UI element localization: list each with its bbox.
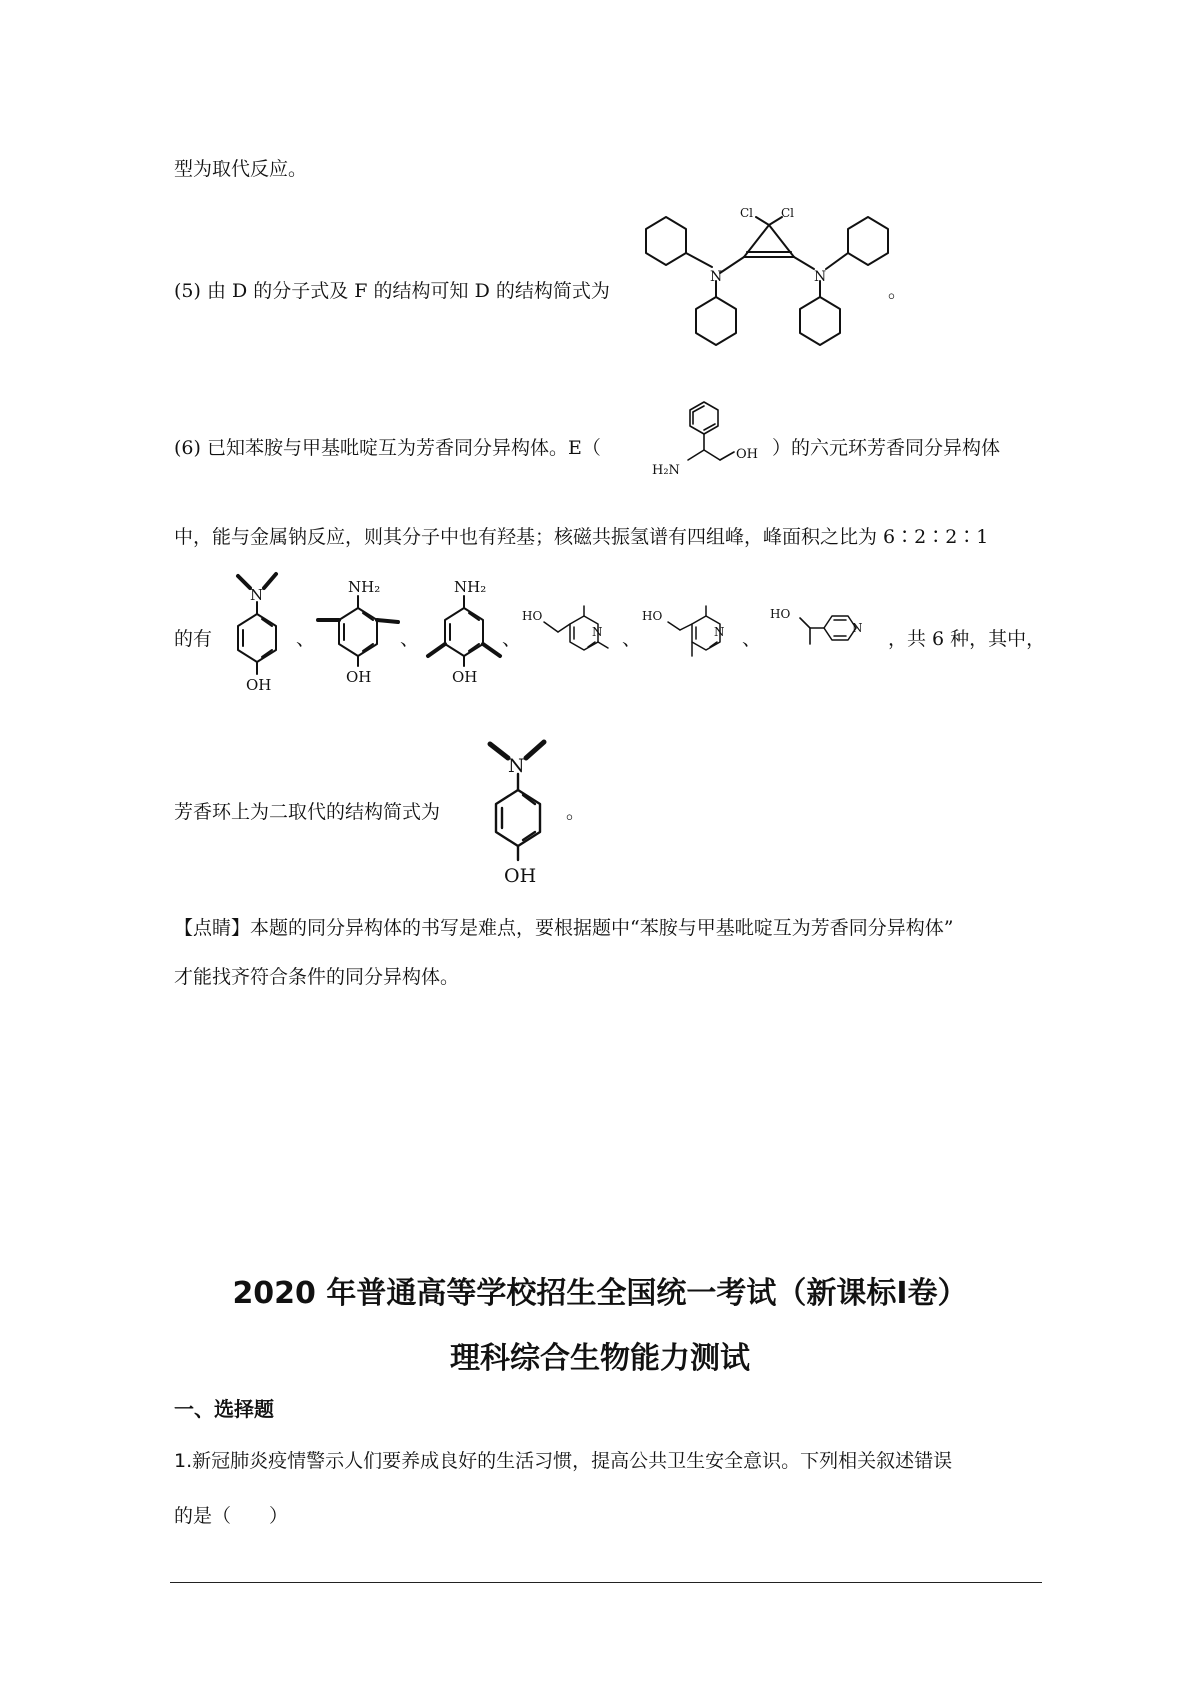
reaction-type-text: 型为取代反应。 <box>174 158 308 180</box>
cyclohexane-ring <box>646 217 686 265</box>
cyclohexane-ring <box>800 297 840 345</box>
compound-d-structure <box>640 205 890 365</box>
footer-divider <box>170 1582 1042 1583</box>
condition-text: 中，能与金属钠反应，则其分子中也有羟基；核磁共振氢谱有四组峰，峰面积之比为 6∶2∶2∶1 <box>174 526 989 548</box>
separator <box>400 627 419 651</box>
separator <box>622 627 641 651</box>
question-1-line-1 <box>174 1449 952 1473</box>
separator-comma: 、 <box>296 628 316 650</box>
hydroxyl-label: HO <box>642 609 663 623</box>
separator-comma: 、 <box>400 628 420 650</box>
hydroxyl-label: OH <box>736 447 758 462</box>
isomer-6-structure <box>770 604 876 664</box>
text-line-8-cont <box>888 627 1045 651</box>
text-line-11 <box>174 965 459 989</box>
nitrogen-label: N <box>714 625 725 639</box>
text-line-9 <box>174 800 440 824</box>
hydroxyl-label: HO <box>522 609 543 623</box>
cyclohexane-ring <box>696 297 736 345</box>
text-line-9-end <box>566 800 585 824</box>
period: 。 <box>566 801 586 823</box>
nitrogen-label: N <box>508 755 525 777</box>
disubstituted-isomer-structure <box>482 736 562 892</box>
isomers-intro: 的有 <box>174 628 213 650</box>
separator <box>502 627 521 651</box>
isomer-5-structure <box>642 602 742 678</box>
nitrogen-label: N <box>710 269 723 285</box>
isomer-count-text: ，共 6 种，其中， <box>888 628 1046 650</box>
chlorine-label: Cl <box>740 206 754 220</box>
amino-label: H₂N <box>652 463 680 478</box>
nitrogen-label: N <box>852 621 863 635</box>
text-line-6-cont <box>772 436 1000 460</box>
hydroxyl-label: OH <box>346 668 372 686</box>
cyclohexane-ring <box>848 217 888 265</box>
separator <box>742 627 761 651</box>
amino-label: NH₂ <box>348 578 381 596</box>
note-text-cont: 才能找齐符合条件的同分异构体。 <box>174 966 460 988</box>
hydroxyl-label: OH <box>246 676 272 694</box>
compound-e-structure <box>648 400 768 496</box>
text-line-10 <box>174 916 953 940</box>
separator-comma: 、 <box>742 628 762 650</box>
exam-subtitle: 理科综合生物能力测试 <box>450 1341 750 1376</box>
hydroxyl-label: OH <box>504 865 537 887</box>
note-text: 【点睛】本题的同分异构体的书写是难点，要根据题中“苯胺与甲基吡啶互为芳香同分异构体” <box>174 917 954 939</box>
question-1-text: 1.新冠肺炎疫情警示人们要养成良好的生活习惯，提高公共卫生安全意识。下列相关叙述错误 <box>174 1450 953 1472</box>
separator-comma: 、 <box>502 628 522 650</box>
text-line-6 <box>174 436 601 460</box>
text-line-1 <box>174 157 307 181</box>
text-line-5 <box>174 279 610 303</box>
hydroxyl-label: OH <box>452 668 478 686</box>
text-line-8 <box>174 627 212 651</box>
question-1-text-cont: 的是（ ） <box>174 1505 289 1527</box>
hydroxyl-label: HO <box>770 607 791 621</box>
isomer-3-structure <box>418 578 512 690</box>
chlorine-label: Cl <box>781 206 795 220</box>
nitrogen-label: N <box>250 586 264 604</box>
isomer-1-structure <box>226 570 296 702</box>
separator-comma: 、 <box>622 628 642 650</box>
section-heading: 一、选择题 <box>174 1397 274 1421</box>
isomer-4-structure <box>522 602 622 678</box>
q5-end-punct <box>888 279 907 303</box>
q6-text-cont: ）的六元环芳香同分异构体 <box>772 437 1001 459</box>
question-1-line-2 <box>174 1504 288 1528</box>
amino-label: NH₂ <box>454 578 487 596</box>
q5-period: 。 <box>888 280 908 302</box>
q5-text: (5) 由 D 的分子式及 F 的结构可知 D 的结构简式为 <box>174 280 610 302</box>
q6-text: (6) 已知苯胺与甲基吡啶互为芳香同分异构体。E（ <box>174 437 601 459</box>
isomer-2-structure <box>312 578 406 690</box>
nitrogen-label: N <box>592 625 603 639</box>
nitrogen-label: N <box>814 269 827 285</box>
text-line-7 <box>174 525 988 549</box>
disubstituted-text: 芳香环上为二取代的结构简式为 <box>174 801 441 823</box>
exam-title: 2020 年普通高等学校招生全国统一考试（新课标Ⅰ卷） <box>232 1276 968 1311</box>
